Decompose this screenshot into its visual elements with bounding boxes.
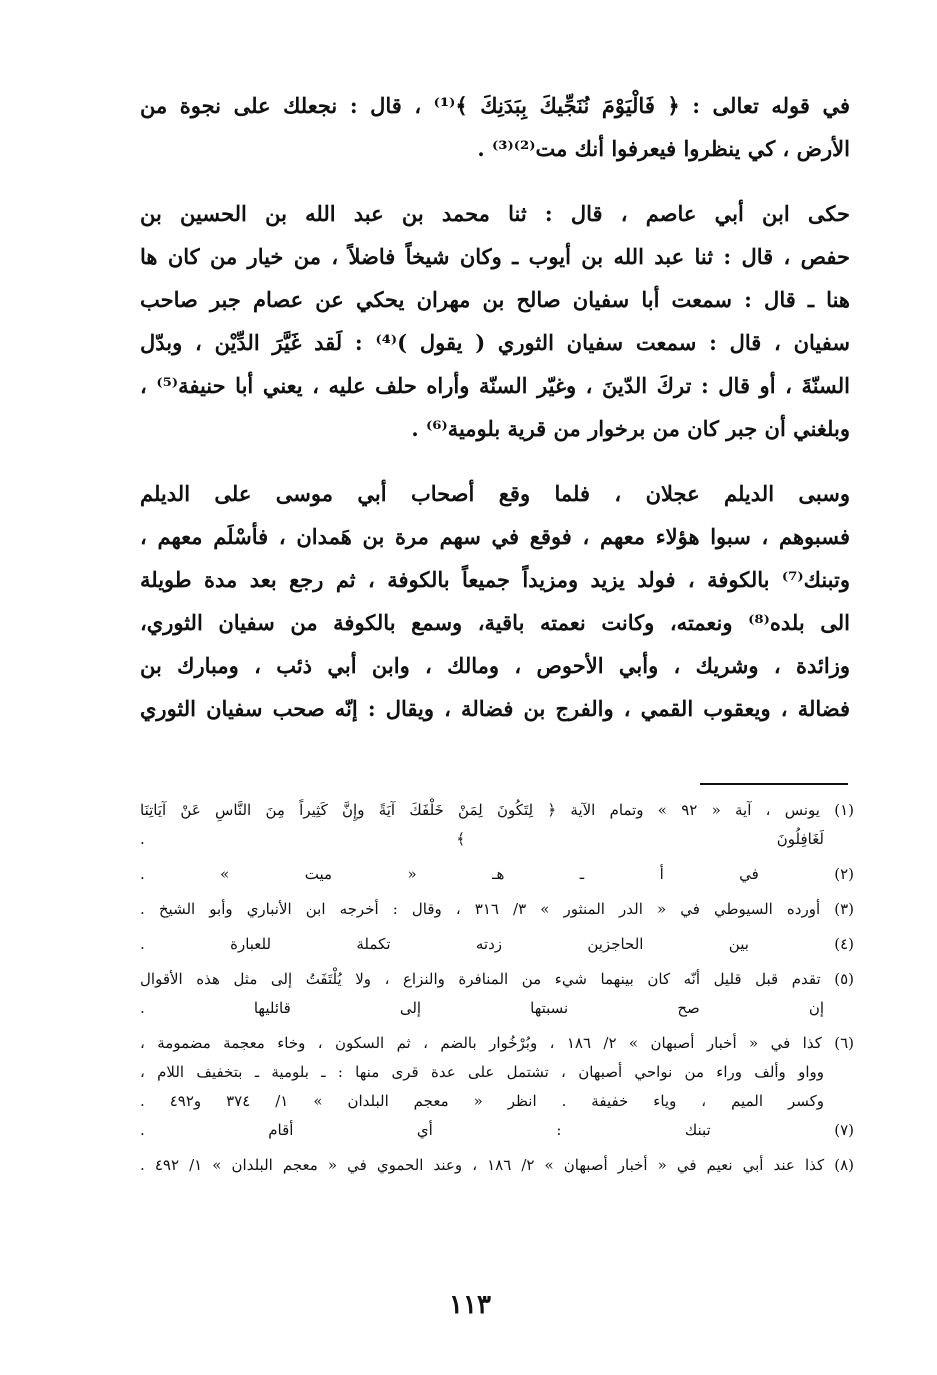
footnote-7 [140, 1116, 854, 1145]
footnotes [140, 796, 854, 1180]
text-line: فضالة ، ويعقوب القمي ، والفرج بن فضالة ، ويقال : إنّه صحب سفيان الثوري [140, 696, 850, 721]
footnote-2 [140, 860, 854, 889]
text-line: وتبنك⁽⁷⁾ بالكوفة ، فولد يزيد ومزيداً جميعاً بالكوفة ، ثم رجع بعد مدة طويلة [140, 567, 850, 592]
footnote-line: إن صح نسبتها إلى قائليها . [140, 999, 824, 1017]
footnote-4 [140, 930, 854, 959]
footnote-line: (١) يونس ، آية « ٩٢ » وتمام الآية ﴿ لِتَكُونَ لِمَنْ خَلْفَكَ آيَةً وإِنَّ كَثِيراً مِنَ النَّاسِ عَنْ آيَاتِنَا [140, 801, 854, 819]
text-line: سفيان ، قال : سمعت سفيان الثوري ( يقول )⁽⁴⁾ : لَقد غَيَّرَ الدِّيْن ، وبدّل [140, 330, 850, 355]
footnote-3 [140, 895, 854, 924]
paragraph-1 [140, 84, 850, 170]
footnote-line: (٦) كذا في « أخبار أصبهان » ٢/ ١٨٦ ، وبُرْخُوار بالضم ، ثم السكون ، وخاء معجمة مضمومة ، [140, 1034, 854, 1052]
footnote-separator [700, 783, 848, 785]
text-line: وزائدة ، وشريك ، وأبي الأحوص ، ومالك ، وابن أبي ذئب ، ومبارك بن [140, 653, 850, 678]
text-line: هنا ـ قال : سمعت أبا سفيان صالح بن مهران يحكي عن عصام جبر صاحب [140, 287, 850, 312]
footnote-8 [140, 1151, 854, 1180]
footnote-line: (٧) تبنك : أي أقام . [140, 1121, 854, 1139]
text-line: وبلغني أن جبر كان من برخوار من قرية بلومية⁽⁶⁾ . [411, 416, 850, 441]
footnote-line: (٢) في أ ـ هـ « ميت » . [140, 865, 854, 883]
text-line: حكى ابن أبي عاصم ، قال : ثنا محمد بن عبد الله بن الحسين بن [140, 201, 850, 226]
footnote-line: وكسر الميم ، وياء خفيفة . انظر « معجم البلدان » ١/ ٣٧٤ و٤٩٢ . [140, 1092, 824, 1110]
footnote-1 [140, 796, 854, 854]
text-line: حفص ، قال : ثنا عبد الله بن أيوب ـ وكان شيخاً فاضلاً ، من خيار من كان ها [140, 244, 850, 269]
footnote-line: (٣) أورده السيوطي في « الدر المنثور » ٣/ ٣١٦ ، وقال : أخرجه ابن الأنباري وأبو الشيخ . [140, 900, 854, 918]
footnote-6 [140, 1029, 854, 1116]
footnote-line: وواو وألف وراء من نواحي أصبهان ، تشتمل على عدة قرى منها : ـ بلومية ـ بتخفيف اللام ، [140, 1063, 824, 1081]
footnote-line: (٨) كذا عند أبي نعيم في « أخبار أصبهان » ٢/ ١٨٦ ، وعند الحموي في « معجم البلدان » ١/ ٤٩٢ . [140, 1156, 854, 1174]
text-line: الى بلده⁽⁸⁾ ونعمته، وكانت نعمته باقية، وسمع بالكوفة من سفيان الثوري، [140, 610, 850, 635]
paragraph-3 [140, 472, 850, 730]
text-line: الأرض ، كي ينظروا فيعرفوا أنك مت⁽²⁾⁽³⁾ . [477, 136, 850, 161]
text-line: في قوله تعالى : ﴿ فَالْيَوْمَ نُنَجِّيكَ بِبَدَنِكَ ﴾⁽¹⁾ ، قال : نجعلك على نجوة من [140, 93, 850, 118]
text-line: السنّةَ ، أو قال : تركَ الدّينَ ، وغيّر السنّة وأراه حلف عليه ، يعني أبا حنيفة⁽⁵⁾ ، [140, 373, 850, 398]
footnote-line: (٥) تقدم قبل قليل أنّه كان بينهما شيء من المنافرة والنزاع ، ولا يُلْتَفَتُ إلى مثل هذه الأقوال [140, 970, 854, 988]
paragraph-2 [140, 192, 850, 450]
footnote-line: لَغَافِلُونَ ﴾ . [140, 830, 824, 848]
text-line: فسبوهم ، سبوا هؤلاء معهم ، فوقع في سهم مرة بن هَمدان ، فأسْلَم معهم ، [140, 524, 850, 549]
text-line: وسبى الديلم عجلان ، فلما وقع أصحاب أبي موسى على الديلم [140, 481, 850, 506]
page-number: ١١٣ [449, 1290, 491, 1320]
footnote-line: (٤) بين الحاجزين زدته تكملة للعبارة . [140, 935, 854, 953]
main-text [140, 84, 850, 730]
footnote-5 [140, 965, 854, 1023]
